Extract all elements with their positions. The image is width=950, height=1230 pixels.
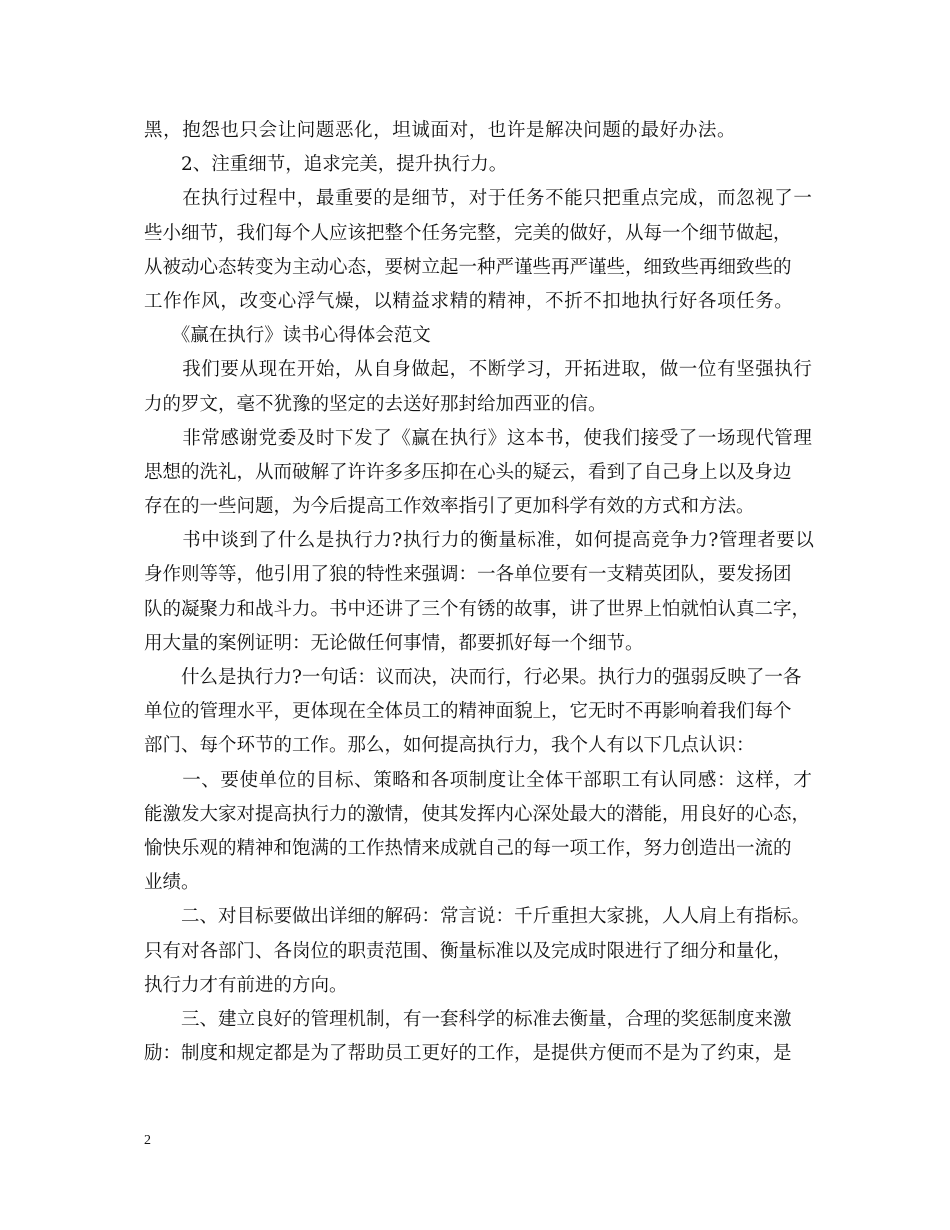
text-line: 一、要使单位的目标、策略和各项制度让全体干部职工有认同感：这样，才 bbox=[144, 769, 813, 791]
text-line: 在执行过程中，最重要的是细节，对于任务不能只把重点完成，而忽视了一 bbox=[144, 188, 813, 210]
text-line: 2、注重细节，追求完美，提升执行力。 bbox=[144, 154, 508, 176]
text-line: 存在的一些问题，为今后提高工作效率指引了更加科学有效的方式和方法。 bbox=[144, 496, 755, 518]
text-line: 只有对各部门、各岗位的职责范围、衡量标准以及完成时限进行了细分和量化， bbox=[144, 940, 792, 962]
text-line: 什么是执行力?一句话：议而决，决而行，行必果。执行力的强弱反映了一各 bbox=[144, 667, 802, 688]
text-line: 励：制度和规定都是为了帮助员工更好的工作，是提供方便而不是为了约束，是 bbox=[144, 1043, 792, 1065]
text-line: 黑，抱怨也只会让问题恶化，坦诚面对，也许是解决问题的最好办法。 bbox=[144, 120, 737, 141]
text-line: 力的罗文，毫不犹豫的坚定的去送好那封给加西亚的信。 bbox=[144, 393, 607, 415]
text-line: 队的凝聚力和战斗力。书中还讲了三个有锈的故事，讲了世界上怕就怕认真二字， bbox=[144, 598, 811, 620]
body-text bbox=[144, 114, 824, 1071]
text-line: 工作作风，改变心浮气燥，以精益求精的精神，不折不扣地执行好各项任务。 bbox=[144, 290, 794, 312]
page-number: 2 bbox=[144, 1133, 151, 1148]
section-heading: 《赢在执行》读书心得体会范文 bbox=[144, 325, 431, 347]
text-line: 些小细节，我们每个人应该把整个任务完整，完美的做好，从每一个细节做起， bbox=[144, 222, 792, 244]
text-line: 能激发大家对提高执行力的激情，使其发挥内心深处最大的潜能，用良好的心态， bbox=[144, 803, 811, 825]
text-line: 二、对目标要做出详细的解码：常言说：千斤重担大家挑，人人肩上有指标。 bbox=[144, 906, 811, 928]
text-line: 我们要从现在开始，从自身做起，不断学习，开拓进取，做一位有坚强执行 bbox=[144, 359, 813, 381]
text-line: 单位的管理水平，更体现在全体员工的精神面貌上，它无时不再影响着我们每个 bbox=[144, 701, 792, 723]
text-line: 非常感谢党委及时下发了《赢在执行》这本书，使我们接受了一场现代管理 bbox=[144, 427, 813, 449]
text-line: 思想的洗礼，从而破解了许许多多压抑在心头的疑云，看到了自己身上以及身边 bbox=[144, 461, 792, 483]
text-line: 执行力才有前进的方向。 bbox=[144, 974, 348, 996]
text-line: 身作则等等，他引用了狼的特性来强调：一各单位要有一支精英团队，要发扬团 bbox=[144, 564, 792, 586]
text-line: 部门、每个环节的工作。那么，如何提高执行力，我个人有以下几点认识： bbox=[144, 735, 755, 757]
text-line: 三、建立良好的管理机制，有一套科学的标准去衡量，合理的奖惩制度来激 bbox=[144, 1008, 792, 1030]
text-line: 从被动心态转变为主动心态，要树立起一种严谨些再严谨些，细致些再细致些的 bbox=[144, 256, 792, 278]
text-line: 愉快乐观的精神和饱满的工作热情来成就自己的每一项工作，努力创造出一流的 bbox=[144, 837, 792, 859]
text-line: 业绩。 bbox=[144, 872, 200, 894]
text-line: 书中谈到了什么是执行力?执行力的衡量标准，如何提高竞争力?管理者要以 bbox=[144, 530, 815, 552]
text-line: 用大量的案例证明：无论做任何事情，都要抓好每一个细节。 bbox=[144, 632, 644, 654]
